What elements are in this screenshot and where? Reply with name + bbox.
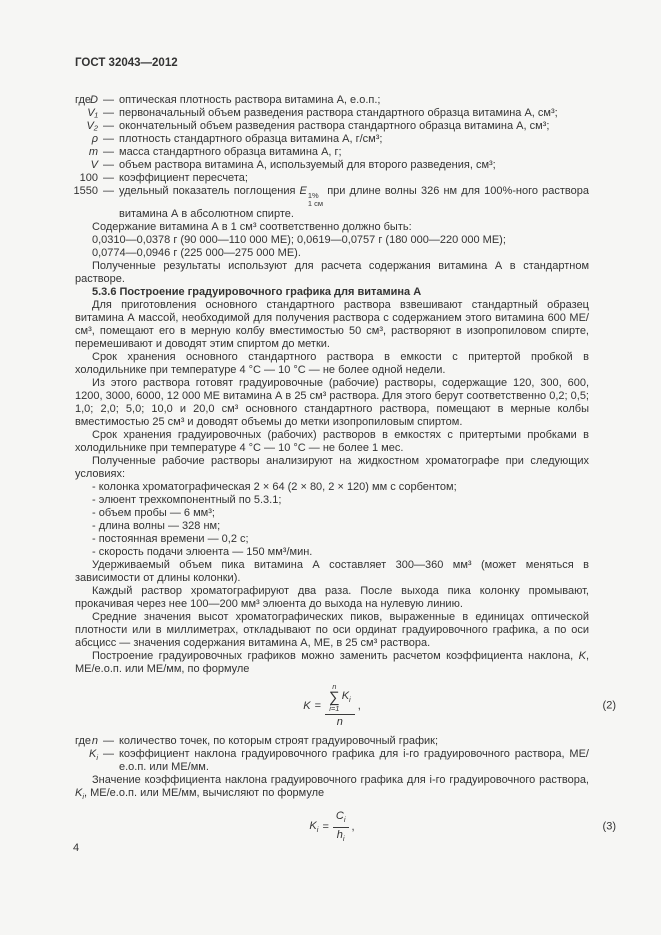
formula-3 [75, 803, 616, 851]
symbol-K: K [578, 650, 586, 662]
formula-2-lhs: K [303, 699, 311, 712]
definition-dash: — [103, 146, 114, 158]
formula-trailing-punct: , [357, 699, 361, 712]
definition-text: первоначальный объем разведения раствора стандартного образца витамина А, см³; [119, 107, 558, 119]
definition-row-rho [58, 133, 589, 146]
definition-dash: — [103, 735, 114, 747]
formula-trailing-punct: , [351, 821, 355, 833]
definition-row-V1 [58, 107, 589, 120]
definition-row-V2 [58, 120, 589, 133]
formula-2-number: (2) [602, 699, 616, 711]
formula-3-lhs-subscript: i [316, 824, 319, 834]
definition-dash: — [103, 748, 114, 760]
legend-text: количество точек, по которым строят градуировочный график; [119, 735, 439, 747]
definition-term: V [90, 159, 98, 171]
formula-3-num-subscript: i [343, 815, 346, 824]
absorption-coefficient-symbol [300, 185, 324, 208]
document-header-title: ГОСТ 32043—2012 [75, 57, 178, 69]
definition-text: окончательный объем разведения раствора стандартного образца витамина А, см³; [119, 120, 550, 132]
formula-2-denominator: n [336, 716, 343, 728]
paragraph-peak-heights-plot: Средние значения высот хроматографических пиков, выраженные в единицах оптической плотности или в миллиметрах, откладывают по оси ординат градуировочного графика, а по оси абсцисс — значения содержания витамина А, МЕ, в 25 см³ раствора. [75, 611, 589, 649]
symbol-definitions-list [58, 94, 589, 221]
text-run: , МЕ/е.о.п. или МЕ/мм, вычисляют по формуле [84, 787, 325, 799]
paragraph-results-usage: Полученные результаты используют для расчета содержания витамина А в стандартном растворе. [75, 260, 589, 285]
text-run: удельный показатель поглощения [119, 185, 300, 197]
symbol-Ki-base: K [75, 787, 83, 799]
text-run: при длине волны 326 нм для 100%-ного раствора витамина А в абсолютном спирте. [119, 185, 589, 220]
definition-row-1550 [58, 185, 589, 221]
definition-text: коэффициент пересчета; [119, 172, 248, 184]
formula-3-numerator [333, 810, 349, 828]
definition-text: оптическая плотность раствора витамина А, е.о.п.; [119, 94, 381, 106]
definition-dash: — [103, 172, 114, 184]
paragraph-working-solutions: Из этого раствора готовят градуировочные (рабочие) растворы, содержащие 120, 300, 600, 1200, 3000, 6000, 12 000 МЕ витамина А в 25 см³ раствора. Для этого берут соответственно 0,2; 0,5; 1,0; 2,0; 5,0; 10,0 и 20,0 см³ основного стандартного раствора, помещают в мерные колбы вместимостью 25 см³ и доводят объемы до метки изопропиловым спиртом. [75, 377, 589, 428]
definition-text: объем раствора витамина А, используемый для второго разведения, см³; [119, 159, 496, 171]
formula-3-fraction [333, 810, 349, 845]
equals-sign: = [314, 699, 321, 712]
condition-item-sample-volume: - объем пробы — 6 мм³; [92, 507, 215, 519]
paragraph-slope-value-intro [75, 774, 589, 803]
sum-argument [342, 690, 351, 706]
formula-2-fraction [325, 683, 355, 729]
condition-item-eluent-rate: - скорость подачи элюента — 150 мм³/мин. [92, 546, 313, 558]
definition-row-V [58, 159, 589, 172]
formula-3-den-subscript: i [342, 834, 345, 843]
paragraph-retention-volume: Удерживаемый объем пика витамина А составляет 300—360 мм³ (может меняться в зависимости от длины колонки). [75, 559, 589, 584]
definition-term: 100 [79, 172, 98, 184]
definition-dash: — [103, 159, 114, 171]
text-run: Построение градуировочных графиков можно заменить расчетом коэффициента наклона, [92, 650, 579, 662]
symbol-sup: 1% [307, 191, 319, 200]
legend-term-base: K [88, 748, 97, 760]
legend-term-subscript: i [96, 753, 98, 762]
section-heading-5-3-6: 5.3.6 Построение градуировочного графика для витамина А [92, 286, 422, 298]
summation [329, 683, 340, 713]
formula-3-den-base: h [336, 829, 343, 841]
legend-row-n [58, 735, 589, 748]
definition-row-m [58, 146, 589, 159]
definition-dash: — [103, 120, 114, 132]
condition-item-time-constant: - постоянная времени — 0,2 с; [92, 533, 249, 545]
definition-term: 1550 [73, 185, 98, 197]
paragraph-slope-coefficient-intro [75, 650, 589, 676]
paragraph-vitamin-content-intro: Содержание витамина А в 1 см³ соответственно должно быть: [92, 221, 412, 233]
legend-text: коэффициент наклона градуировочного графика для i-го градуировочного раствора, МЕ/е.о.п. или МЕ/мм. [119, 748, 589, 773]
symbol-sub: 1 см [307, 199, 324, 208]
paragraph-stock-solution-preparation: Для приготовления основного стандартного раствора взвешивают стандартный образец витамина А массой, необходимой для получения раствора с содержанием этого витамина 600 МЕ/см³, помещают его в мерную колбу вместимостью 50 см³, растворяют в изопропиловом спирте, перемешивают и доводят этим спиртом до метки. [75, 299, 589, 350]
definition-term: V₁ [87, 107, 98, 119]
definition-term: V₂ [86, 120, 98, 132]
formula-2-numerator [325, 683, 355, 715]
definition-term: m [88, 146, 98, 158]
page-number: 4 [73, 842, 80, 854]
legend-term: n [91, 735, 98, 747]
legend-row-Ki [58, 748, 589, 774]
definition-text: плотность стандартного образца витамина А, г/см³; [119, 133, 383, 145]
definition-row-D [58, 94, 589, 107]
paragraph-working-storage: Срок хранения градуировочных (рабочих) растворов в емкостях с притертыми пробками в холодильнике при температуре 4 °С — 10 °С — не более 1 мес. [75, 429, 589, 454]
formula-2-legend [58, 735, 589, 774]
definition-dash: — [103, 94, 114, 106]
definition-dash: — [103, 107, 114, 119]
condition-item-eluent: - элюент трехкомпонентный по 5.3.1; [92, 494, 282, 506]
paragraph-stock-storage: Срок хранения основного стандартного раствора в емкости с притертой пробкой в холодильнике при температуре 4 °С — 10 °С — не более одной недели. [75, 351, 589, 376]
definition-dash: — [103, 133, 114, 145]
sum-lower-limit: i=1 [329, 704, 340, 713]
sum-argument-base: K [341, 690, 350, 702]
text-run: , МЕ/е.о.п. или МЕ/мм, по формуле [75, 650, 589, 675]
condition-item-column: - колонка хроматографическая 2 × 64 (2 × 80, 2 × 120) мм с сорбентом; [92, 481, 457, 493]
paragraph-content-ranges-1: 0,0310—0,0378 г (90 000—110 000 МЕ); 0,0619—0,0757 г (180 000—220 000 МЕ); [92, 234, 506, 246]
symbol-Ki [75, 787, 84, 799]
sum-upper-limit: n [332, 682, 337, 691]
equals-sign: = [322, 821, 329, 833]
definition-dash: — [103, 185, 114, 197]
definition-text: масса стандартного образца витамина А, г; [119, 146, 342, 158]
symbol-base: E [299, 185, 307, 197]
formula-3-number: (3) [602, 820, 616, 833]
definition-term: D [90, 94, 98, 106]
symbol-supsub [308, 192, 323, 208]
legend-term [58, 748, 98, 774]
where-label: где [75, 735, 92, 747]
definition-term: ρ [91, 133, 98, 145]
text-run: Значение коэффициента наклона градуировочного графика для i-го градуировочного раствора, [92, 774, 589, 786]
paragraph-content-ranges-2: 0,0774—0,0946 г (225 000—275 000 МЕ). [92, 247, 301, 259]
sum-argument-subscript: i [349, 695, 351, 704]
sigma-symbol: ∑ [329, 689, 340, 706]
formula-3-lhs-base: K [309, 819, 317, 832]
formula-2-expression [303, 683, 361, 729]
paragraph-chromatography-repeats: Каждый раствор хроматографируют два раза. После выхода пика колонку промывают, прокачивая через нее 100—200 мм³ элюента до выхода на нулевую линию. [75, 585, 589, 610]
definition-text [119, 185, 589, 221]
page-content [73, 57, 616, 851]
symbol-Ki-subscript: i [82, 792, 85, 801]
condition-item-wavelength: - длина волны — 328 нм; [92, 520, 221, 532]
formula-3-num-base: C [335, 810, 344, 822]
definition-row-100 [58, 172, 589, 185]
paragraph-chromatograph-conditions-intro: Полученные рабочие растворы анализируют на жидкостном хроматографе при следующих условиях: [75, 455, 589, 480]
where-label: где [75, 94, 92, 106]
formula-2 [75, 676, 616, 735]
formula-3-denominator [337, 828, 345, 845]
formula-3-expression [309, 810, 354, 845]
formula-3-lhs [309, 820, 318, 836]
